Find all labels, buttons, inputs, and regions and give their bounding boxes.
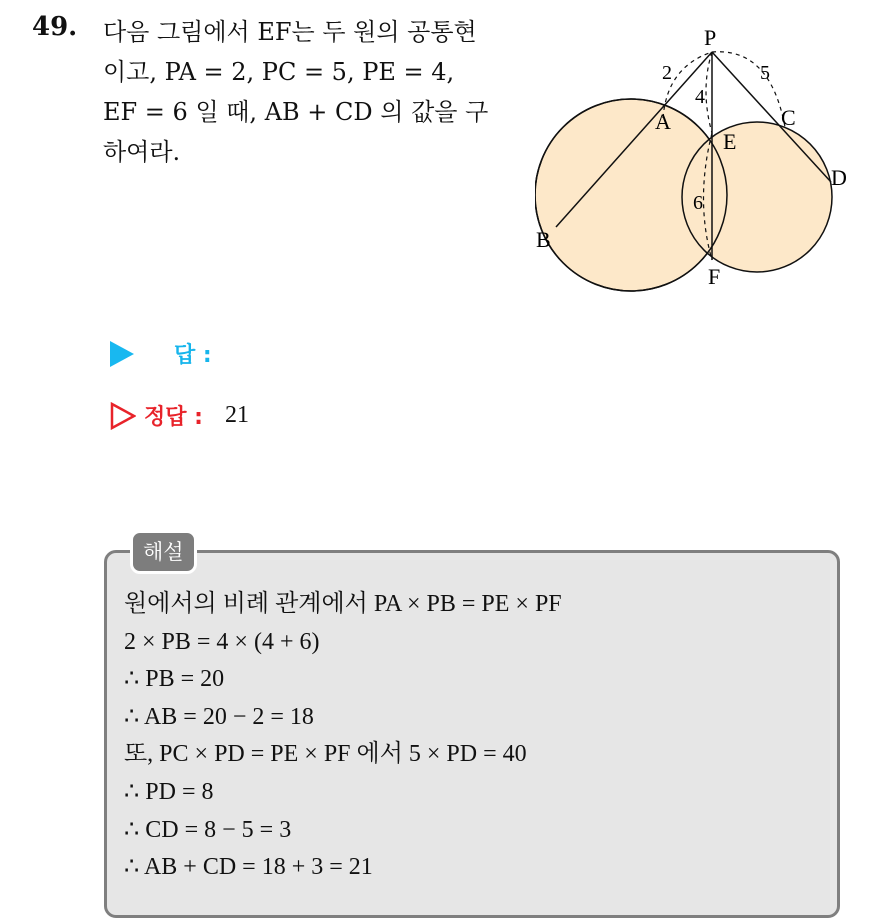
play-outline-icon: [110, 402, 136, 430]
answer-row: [110, 338, 212, 369]
length-pc: 5: [760, 62, 770, 84]
correct-answer-row: [110, 400, 249, 431]
label-e: E: [723, 129, 737, 154]
answer-label: 답 :: [174, 343, 212, 368]
solution-line: ∴ PD = 8: [124, 778, 214, 805]
question-text: [103, 12, 503, 172]
correct-answer-label: 정답 :: [144, 405, 203, 430]
label-c: C: [781, 105, 796, 130]
solution-line: ∴ AB = 20 − 2 = 18: [124, 703, 314, 730]
question-line: EF = 6 일 때, AB + CD 의 값을 구: [103, 98, 489, 126]
solution-line: 2 × PB = 4 × (4 + 6): [124, 628, 320, 655]
geometry-figure: [535, 25, 855, 295]
length-pe: 4: [695, 86, 705, 108]
label-f: F: [708, 264, 721, 289]
question-line: 다음 그림에서 EF는 두 원의 공통현: [103, 18, 477, 46]
play-filled-icon: [110, 341, 134, 367]
solution-line: ∴ CD = 8 − 5 = 3: [124, 816, 292, 843]
label-d: D: [831, 165, 847, 190]
label-b: B: [536, 227, 551, 252]
solution-line: ∴ PB = 20: [124, 666, 225, 693]
question-line: 하여라.: [103, 138, 181, 166]
question-number: 49.: [32, 12, 78, 42]
label-a: A: [655, 109, 671, 134]
dashed-arc-pe: [706, 52, 712, 133]
correct-answer-value: 21: [224, 402, 249, 428]
solution-tab: 해설: [130, 530, 197, 574]
label-p: P: [704, 25, 717, 50]
question-line: 이고, PA = 2, PC = 5, PE = 4,: [103, 58, 455, 86]
length-ef: 6: [693, 192, 703, 214]
right-circle: [682, 122, 832, 272]
solution-line: 원에서의 비례 관계에서 PA × PB = PE × PF: [124, 591, 562, 617]
solution-line: 또, PC × PD = PE × PF 에서 5 × PD = 40: [124, 741, 527, 768]
length-pa: 2: [662, 62, 672, 84]
solution-line: ∴ AB + CD = 18 + 3 = 21: [124, 854, 373, 881]
solution-lines: [124, 586, 562, 887]
